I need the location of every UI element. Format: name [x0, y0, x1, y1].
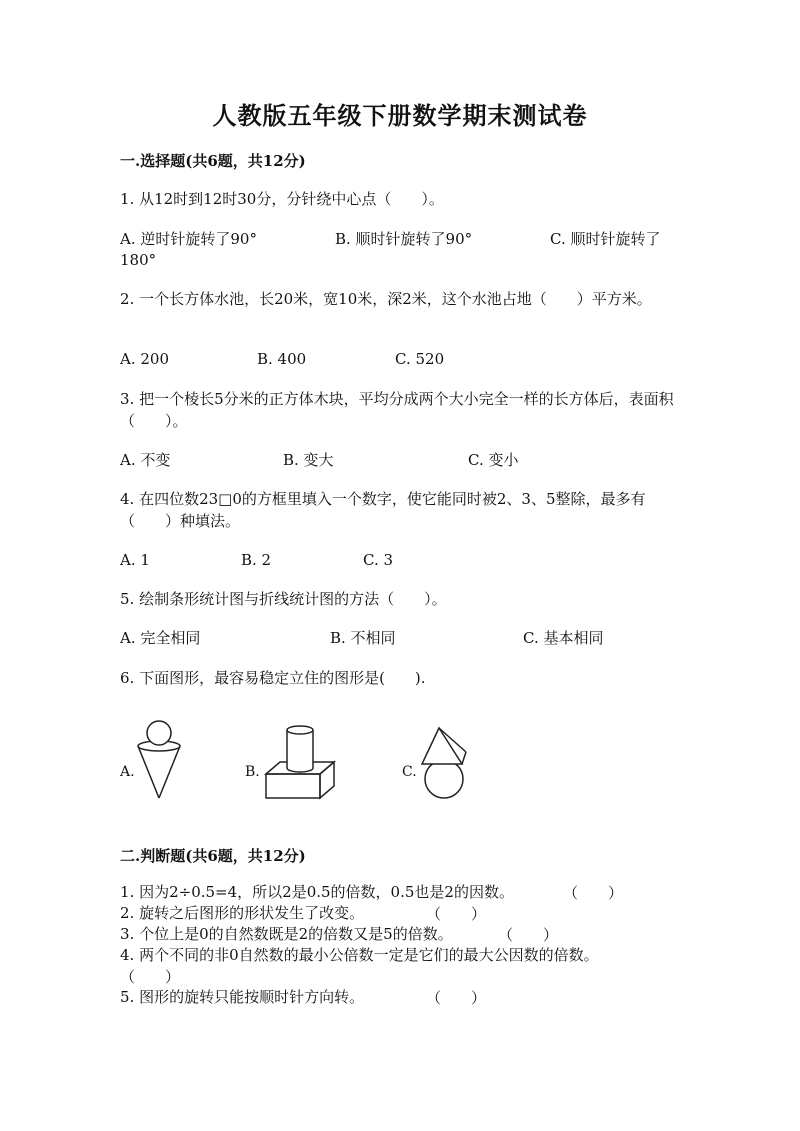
q4-option-a: A. 1 — [120, 551, 150, 569]
question-5: 5. 绘制条形统计图与折线统计图的方法（ ）。 — [120, 590, 447, 608]
q6-option-a-label: A. — [120, 764, 135, 780]
q1-option-b: B. 顺时针旋转了90° — [335, 230, 473, 248]
q5-option-a: A. 完全相同 — [120, 629, 201, 647]
question-4: 4. 在四位数23□0的方框里填入一个数字，使它能同时被2、3、5整除，最多有（ ）种填法。 — [120, 490, 646, 530]
answer-paren-3: （ ） — [498, 926, 559, 944]
cylinder-on-cuboid-figure — [264, 722, 338, 800]
q3-option-b: B. 变大 — [283, 451, 334, 469]
q3-option-a: A. 不变 — [120, 451, 171, 469]
judgement-item-2: 2. 旋转之后图形的形状发生了改变。 — [120, 904, 365, 922]
q1-option-a: A. 逆时针旋转了90° — [120, 230, 257, 248]
q6-option-b-label: B. — [245, 764, 260, 780]
answer-paren-4: （ ） — [120, 968, 181, 986]
q4-option-c: C. 3 — [363, 551, 394, 569]
q2-option-a: A. 200 — [120, 350, 169, 368]
answer-paren-1: （ ） — [563, 884, 624, 902]
question-1: 1. 从12时到12时30分，分针绕中心点（ ）。 — [120, 190, 444, 208]
judgement-item-3: 3. 个位上是0的自然数既是2的倍数又是5的倍数。 — [120, 925, 453, 943]
question-6: 6. 下面图形，最容易稳定立住的图形是( ). — [120, 669, 426, 687]
section-heading-choice: 一.选择题(共6题，共12分) — [120, 152, 306, 170]
q2-option-b: B. 400 — [257, 350, 307, 368]
cone-on-sphere-figure — [418, 724, 474, 800]
page-title: 人教版五年级下册数学期末测试卷 — [212, 101, 588, 130]
answer-paren-5: （ ） — [426, 989, 487, 1007]
q6-option-c-label: C. — [402, 764, 417, 780]
section-heading-judgement: 二.判断题(共6题，共12分) — [120, 847, 306, 865]
judgement-item-5: 5. 图形的旋转只能按顺时针方向转。 — [120, 988, 365, 1006]
q3-option-c: C. 变小 — [468, 451, 519, 469]
sphere-on-cone-figure — [130, 718, 190, 802]
judgement-item-1: 1. 因为2÷0.5=4，所以2是0.5的倍数，0.5也是2的因数。 — [120, 883, 514, 901]
question-3: 3. 把一个棱长5分米的正方体木块，平均分成两个大小完全一样的长方体后，表面积（ ）。 — [120, 390, 674, 430]
q4-option-b: B. 2 — [241, 551, 272, 569]
q2-option-c: C. 520 — [395, 350, 445, 368]
answer-paren-2: （ ） — [426, 905, 487, 923]
q1-option-c-wrap: 180° — [120, 251, 157, 269]
question-2: 2. 一个长方体水池，长20米，宽10米，深2米，这个水池占地（ ）平方米。 — [120, 290, 652, 308]
q1-option-c: C. 顺时针旋转了 — [550, 230, 661, 248]
judgement-item-4: 4. 两个不同的非0自然数的最小公倍数一定是它们的最大公因数的倍数。 — [120, 946, 599, 964]
q5-option-c: C. 基本相同 — [523, 629, 604, 647]
q5-option-b: B. 不相同 — [330, 629, 396, 647]
